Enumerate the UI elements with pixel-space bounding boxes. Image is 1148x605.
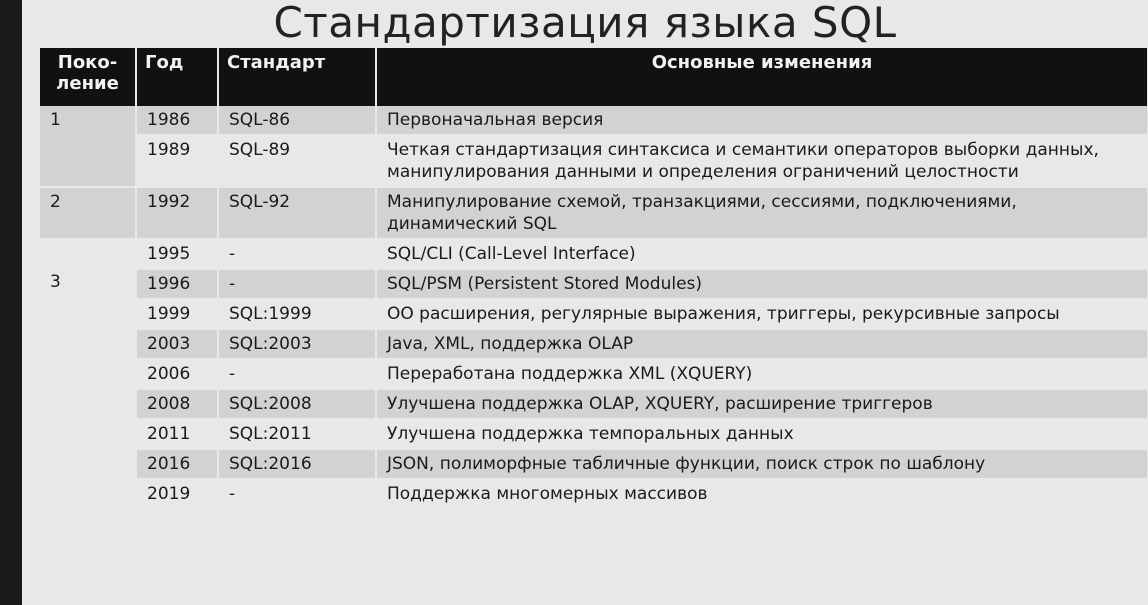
changes-cell: SQL/PSM (Persistent Stored Modules): [376, 269, 1148, 299]
generation-cell: 2: [40, 187, 136, 239]
table-row: [40, 299, 1148, 329]
year-cell: 2003: [136, 329, 218, 359]
year-cell: 2016: [136, 449, 218, 479]
header-changes: Основные изменения: [376, 48, 1148, 106]
generation-cell: 1: [40, 106, 136, 187]
slide-title: Стандартизация языка SQL: [273, 0, 897, 47]
year-cell: 1986: [136, 106, 218, 135]
changes-cell: Улучшена поддержка OLAP, XQUERY, расширение триггеров: [376, 389, 1148, 419]
standard-cell: SQL:2008: [218, 389, 376, 419]
changes-cell: Улучшена поддержка темпоральных данных: [376, 419, 1148, 449]
standards-table: [40, 48, 1148, 510]
standard-cell: -: [218, 239, 376, 269]
standard-cell: SQL:2003: [218, 329, 376, 359]
standard-cell: -: [218, 479, 376, 509]
header-standard: Стандарт: [218, 48, 376, 106]
table-header-row: [40, 48, 1148, 106]
table-row: [40, 239, 1148, 269]
standard-cell: SQL:1999: [218, 299, 376, 329]
year-cell: 1996: [136, 269, 218, 299]
table-row: [40, 329, 1148, 359]
table-row: [40, 479, 1148, 509]
generation-cell: [40, 239, 136, 509]
changes-cell: JSON, полиморфные табличные функции, поиск строк по шаблону: [376, 449, 1148, 479]
table-row: [40, 269, 1148, 299]
table-row: [40, 419, 1148, 449]
standard-cell: SQL-86: [218, 106, 376, 135]
table-row: [40, 359, 1148, 389]
table-row: [40, 449, 1148, 479]
standard-cell: SQL:2011: [218, 419, 376, 449]
changes-cell: Поддержка многомерных массивов: [376, 479, 1148, 509]
year-cell: 2011: [136, 419, 218, 449]
standard-cell: SQL-89: [218, 135, 376, 187]
year-cell: 1989: [136, 135, 218, 187]
changes-cell: Первоначальная версия: [376, 106, 1148, 135]
year-cell: 1992: [136, 187, 218, 239]
standard-cell: -: [218, 269, 376, 299]
generation-label: 3: [50, 272, 61, 292]
changes-cell: Переработана поддержка XML (XQUERY): [376, 359, 1148, 389]
standard-cell: SQL:2016: [218, 449, 376, 479]
year-cell: 2019: [136, 479, 218, 509]
table-row: [40, 106, 1148, 135]
changes-cell: Четкая стандартизация синтаксиса и семантики операторов выборки данных, манипулирования данными и определения ограничений целостности: [376, 135, 1148, 187]
year-cell: 2008: [136, 389, 218, 419]
changes-cell: Java, XML, поддержка OLAP: [376, 329, 1148, 359]
year-cell: 2006: [136, 359, 218, 389]
year-cell: 1999: [136, 299, 218, 329]
standard-cell: -: [218, 359, 376, 389]
table-row: [40, 187, 1148, 239]
header-generation: Поко-ление: [40, 48, 136, 106]
header-year: Год: [136, 48, 218, 106]
table-row: [40, 135, 1148, 187]
year-cell: 1995: [136, 239, 218, 269]
changes-cell: Манипулирование схемой, транзакциями, сессиями, подключениями, динамический SQL: [376, 187, 1148, 239]
changes-cell: SQL/CLI (Call-Level Interface): [376, 239, 1148, 269]
slide: [22, 0, 1148, 605]
changes-cell: ОО расширения, регулярные выражения, триггеры, рекурсивные запросы: [376, 299, 1148, 329]
table-row: [40, 389, 1148, 419]
standard-cell: SQL-92: [218, 187, 376, 239]
